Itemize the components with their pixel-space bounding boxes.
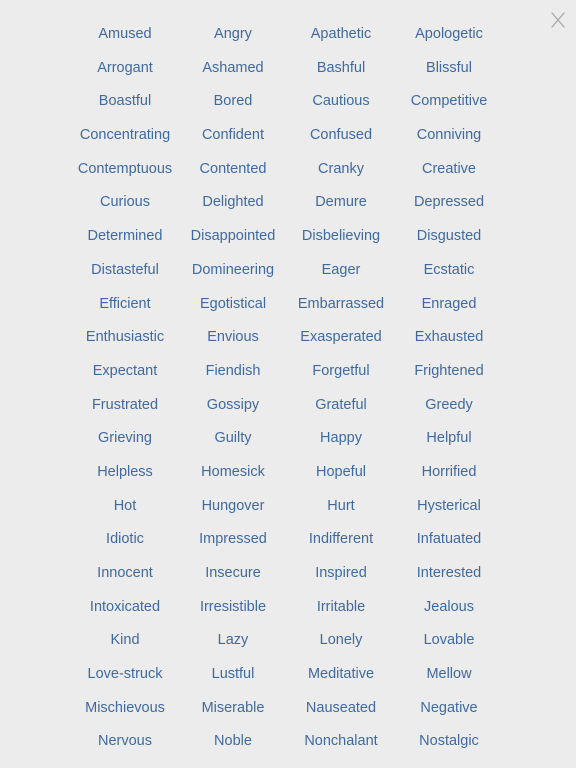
emotion-word-lazy[interactable]: Lazy	[217, 632, 249, 649]
emotion-word-enraged[interactable]: Enraged	[421, 295, 477, 312]
emotion-word-helpful[interactable]: Helpful	[426, 430, 472, 447]
emotion-word-depressed[interactable]: Depressed	[413, 194, 485, 211]
emotion-word-domineering[interactable]: Domineering	[191, 261, 275, 278]
emotion-word-kind[interactable]: Kind	[110, 632, 140, 649]
emotion-word-distasteful[interactable]: Distasteful	[91, 261, 159, 278]
emotion-word-frustrated[interactable]: Frustrated	[91, 396, 159, 413]
emotion-word-indifferent[interactable]: Indifferent	[308, 531, 374, 548]
emotion-word-nauseated[interactable]: Nauseated	[305, 699, 377, 716]
emotion-word-contented[interactable]: Contented	[199, 160, 267, 177]
emotion-word-concentrating[interactable]: Concentrating	[79, 127, 171, 144]
emotion-word-insecure[interactable]: Insecure	[205, 565, 261, 581]
emotion-word-forgetful[interactable]: Forgetful	[312, 362, 370, 379]
emotion-word-delighted[interactable]: Delighted	[202, 194, 264, 211]
emotion-word-helpless[interactable]: Helpless	[97, 463, 153, 480]
emotion-word-disgusted[interactable]: Disgusted	[416, 228, 482, 245]
emotion-word-love-struck[interactable]: Love-struck	[87, 666, 163, 683]
emotion-word-happy[interactable]: Happy	[320, 430, 362, 447]
emotion-word-hurt[interactable]: Hurt	[327, 497, 355, 514]
emotion-word-confused[interactable]: Confused	[309, 127, 373, 144]
emotion-word-blissful[interactable]: Blissful	[426, 59, 472, 76]
emotion-word-ecstatic[interactable]: Ecstatic	[423, 261, 475, 278]
emotion-word-meditative[interactable]: Meditative	[307, 666, 375, 683]
emotion-word-nervous[interactable]: Nervous	[98, 733, 152, 750]
emotion-word-intoxicated[interactable]: Intoxicated	[89, 598, 161, 615]
emotion-word-infatuated[interactable]: Infatuated	[416, 531, 482, 548]
emotion-word-mischievous[interactable]: Mischievous	[85, 699, 165, 716]
emotion-word-lustful[interactable]: Lustful	[211, 666, 255, 683]
emotion-word-mellow[interactable]: Mellow	[426, 666, 472, 683]
emotion-word-guilty[interactable]: Guilty	[214, 430, 252, 447]
emotion-word-innocent[interactable]: Innocent	[97, 565, 153, 581]
close-button[interactable]	[547, 9, 569, 31]
emotion-word-embarrassed[interactable]: Embarrassed	[297, 295, 385, 312]
emotion-word-frightened[interactable]: Frightened	[414, 362, 484, 379]
emotion-word-conniving[interactable]: Conniving	[416, 127, 482, 144]
emotion-word-egotistical[interactable]: Egotistical	[199, 295, 267, 312]
emotion-word-efficient[interactable]: Efficient	[99, 295, 151, 312]
emotion-word-hysterical[interactable]: Hysterical	[417, 497, 481, 514]
emotion-word-hot[interactable]: Hot	[113, 497, 137, 514]
emotion-word-creative[interactable]: Creative	[422, 160, 476, 177]
emotion-word-noble[interactable]: Noble	[214, 733, 252, 750]
emotion-word-exhausted[interactable]: Exhausted	[414, 329, 484, 346]
emotion-word-apologetic[interactable]: Apologetic	[415, 26, 483, 42]
emotion-word-impressed[interactable]: Impressed	[199, 531, 267, 548]
emotion-word-inspired[interactable]: Inspired	[315, 565, 367, 581]
emotion-word-horrified[interactable]: Horrified	[421, 463, 477, 480]
close-x-icon	[547, 9, 569, 31]
emotion-word-jealous[interactable]: Jealous	[424, 598, 474, 615]
emotion-word-irresistible[interactable]: Irresistible	[199, 598, 267, 615]
emotion-word-fiendish[interactable]: Fiendish	[205, 362, 261, 379]
emotion-word-greedy[interactable]: Greedy	[425, 396, 473, 413]
emotion-word-hungover[interactable]: Hungover	[201, 497, 265, 514]
emotion-word-irritable[interactable]: Irritable	[316, 598, 366, 615]
emotion-word-determined[interactable]: Determined	[87, 228, 163, 245]
emotion-word-disappointed[interactable]: Disappointed	[190, 228, 276, 245]
emotion-word-boastful[interactable]: Boastful	[98, 93, 152, 110]
emotion-word-eager[interactable]: Eager	[321, 261, 361, 278]
emotion-word-negative[interactable]: Negative	[420, 699, 478, 716]
emotion-word-nostalgic[interactable]: Nostalgic	[419, 733, 479, 750]
emotion-word-competitive[interactable]: Competitive	[410, 93, 488, 110]
emotion-word-idiotic[interactable]: Idiotic	[106, 531, 144, 548]
emotion-word-contemptuous[interactable]: Contemptuous	[77, 160, 173, 177]
emotion-word-exasperated[interactable]: Exasperated	[300, 329, 382, 346]
emotion-word-interested[interactable]: Interested	[416, 565, 482, 581]
emotion-word-angry[interactable]: Angry	[214, 26, 252, 42]
emotion-word-disbelieving[interactable]: Disbelieving	[301, 228, 381, 245]
emotion-word-grieving[interactable]: Grieving	[98, 430, 152, 447]
emotion-word-gossipy[interactable]: Gossipy	[206, 396, 260, 413]
emotion-word-envious[interactable]: Envious	[207, 329, 259, 346]
emotion-word-lonely[interactable]: Lonely	[319, 632, 363, 649]
emotion-word-nonchalant[interactable]: Nonchalant	[304, 733, 378, 750]
emotion-word-ashamed[interactable]: Ashamed	[202, 59, 264, 76]
emotion-word-cranky[interactable]: Cranky	[318, 160, 364, 177]
emotion-word-enthusiastic[interactable]: Enthusiastic	[85, 329, 165, 346]
emotion-word-grid	[71, 18, 503, 759]
emotion-word-hopeful[interactable]: Hopeful	[316, 463, 366, 480]
emotion-word-confident[interactable]: Confident	[201, 127, 265, 144]
emotion-word-apathetic[interactable]: Apathetic	[310, 26, 372, 42]
emotion-word-homesick[interactable]: Homesick	[201, 463, 265, 480]
emotion-word-bored[interactable]: Bored	[213, 93, 253, 110]
emotion-word-expectant[interactable]: Expectant	[92, 362, 158, 379]
emotion-word-bashful[interactable]: Bashful	[316, 59, 366, 76]
emotion-word-cautious[interactable]: Cautious	[312, 93, 370, 110]
emotion-word-lovable[interactable]: Lovable	[423, 632, 475, 649]
emotion-word-miserable[interactable]: Miserable	[201, 699, 265, 716]
emotion-word-arrogant[interactable]: Arrogant	[97, 59, 153, 76]
emotion-word-curious[interactable]: Curious	[100, 194, 150, 211]
emotion-word-grateful[interactable]: Grateful	[315, 396, 367, 413]
emotion-word-amused[interactable]: Amused	[98, 26, 152, 42]
emotion-word-demure[interactable]: Demure	[315, 194, 367, 211]
